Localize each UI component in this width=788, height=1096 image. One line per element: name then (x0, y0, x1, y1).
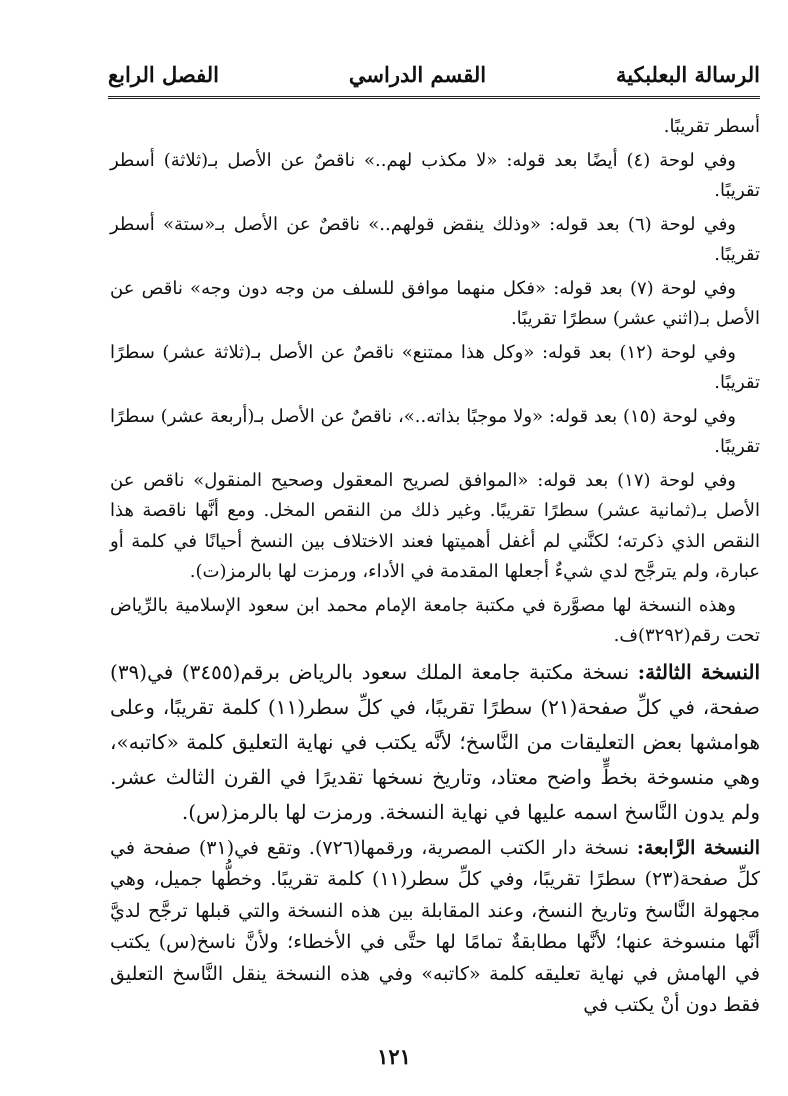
section-title: القسم الدراسي (348, 61, 487, 87)
paragraph: وهذه النسخة لها مصوَّرة في مكتبة جامعة الإمام محمد ابن سعود الإسلامية بالرِّياض تحت رقم(٣٢٩٢)ف. (110, 594, 760, 646)
paragraph: وفي لوحة (٧) بعد قوله: «فكل منهما موافق للسلف من وجه دون وجه» ناقص عن الأصل بـ(اثني عشر) سطرًا تقريبًا. (110, 277, 760, 329)
book-title: الرسالة البعلبكية (616, 61, 760, 87)
chapter-title: الفصل الرابع (108, 61, 219, 87)
paragraph: وفي لوحة (٤) أيضًا بعد قوله: «لا مكذب لهم..» ناقصٌ عن الأصل بـ(ثلاثة) أسطر تقريبًا. (110, 149, 760, 201)
paragraph: وفي لوحة (١٥) بعد قوله: «ولا موجبًا بذاته..»، ناقصٌ عن الأصل بـ(أربعة عشر) سطرًا تقريبًا. (110, 405, 760, 457)
paragraph: أسطر تقريبًا. (663, 116, 760, 137)
paragraph: النسخة الثالثة: نسخة مكتبة جامعة الملك سعود بالرياض برقم(٣٤٥٥) في(٣٩) صفحة، في كلِّ صفحة(٢١) سطرًا تقريبًا، في كلِّ سطر(١١) كلمة تقريبًا، وعلى هوامشها بعض التعليقات من النَّاسخ؛ لأنَّه يكتب في نهاية التعليق كلمة «كاتبه»، وهي منسوخة بخطٍّ واضح معتاد، وتاريخ نسخها تقديرًا في القرن الثالث عشر. ولم يدون النَّاسخ اسمه عليها في نهاية النسخة. ورمزت لها بالرمز(س). (110, 659, 761, 824)
page-number: ١٢١ (377, 1044, 411, 1069)
paragraph: وفي لوحة (١٢) بعد قوله: «وكل هذا ممتنع» ناقصٌ عن الأصل بـ(ثلاثة عشر) سطرًا تقريبًا. (110, 341, 760, 393)
paragraph: وفي لوحة (١٧) بعد قوله: «الموافق لصريح المعقول وصحيح المنقول» ناقص عن الأصل بـ(ثمانية عشر) سطرًا تقريبًا. وغير ذلك من النقص المخل. ومع أنَّها ناقصة هذا النقص الذي ذكرته؛ لكنَّني لم أغفل أهميتها فعند الاختلاف بين النسخ أحيانًا في كلمة أو عبارة، ولم يترجَّح لدي شيءٌ أجعلها المقدمة في الأداء، ورمزت لها بالرمز(ت). (110, 469, 761, 582)
paragraph: وفي لوحة (٦) بعد قوله: «وذلك ينقض قولهم..» ناقصٌ عن الأصل بـ«ستة» أسطر تقريبًا. (110, 213, 760, 265)
paragraph-lead: النسخة الرَّابعة: (636, 836, 760, 859)
paragraph: النسخة الرَّابعة: نسخة دار الكتب المصرية، ورقمها(٧٢٦). وتقع في(٣١) صفحة في كلِّ صفحة(٢٣) سطرًا تقريبًا، وفي كلِّ سطر(١١) كلمة تقريبًا. وخطُّها جميل، وهي مجهولة النَّاسخ وتاريخ النسخ، وعند المقابلة بين هذه النسخة والتي قبلها ترجَّح لديَّ أنَّها منسوخة عنها؛ لأنَّها مطابقةٌ تمامًا لها حتَّى في الأخطاء؛ ولأنَّ ناسخ(س) يكتب في الهامش في نهاية تعليقه كلمة «كاتبه» وفي هذه النسخة ينقل النَّاسخ التعليق فقط دون أنْ يكتب في (110, 836, 760, 1016)
paragraph-lead: النسخة الثالثة: (637, 659, 761, 684)
page-body (110, 112, 760, 1025)
running-header (108, 52, 760, 99)
